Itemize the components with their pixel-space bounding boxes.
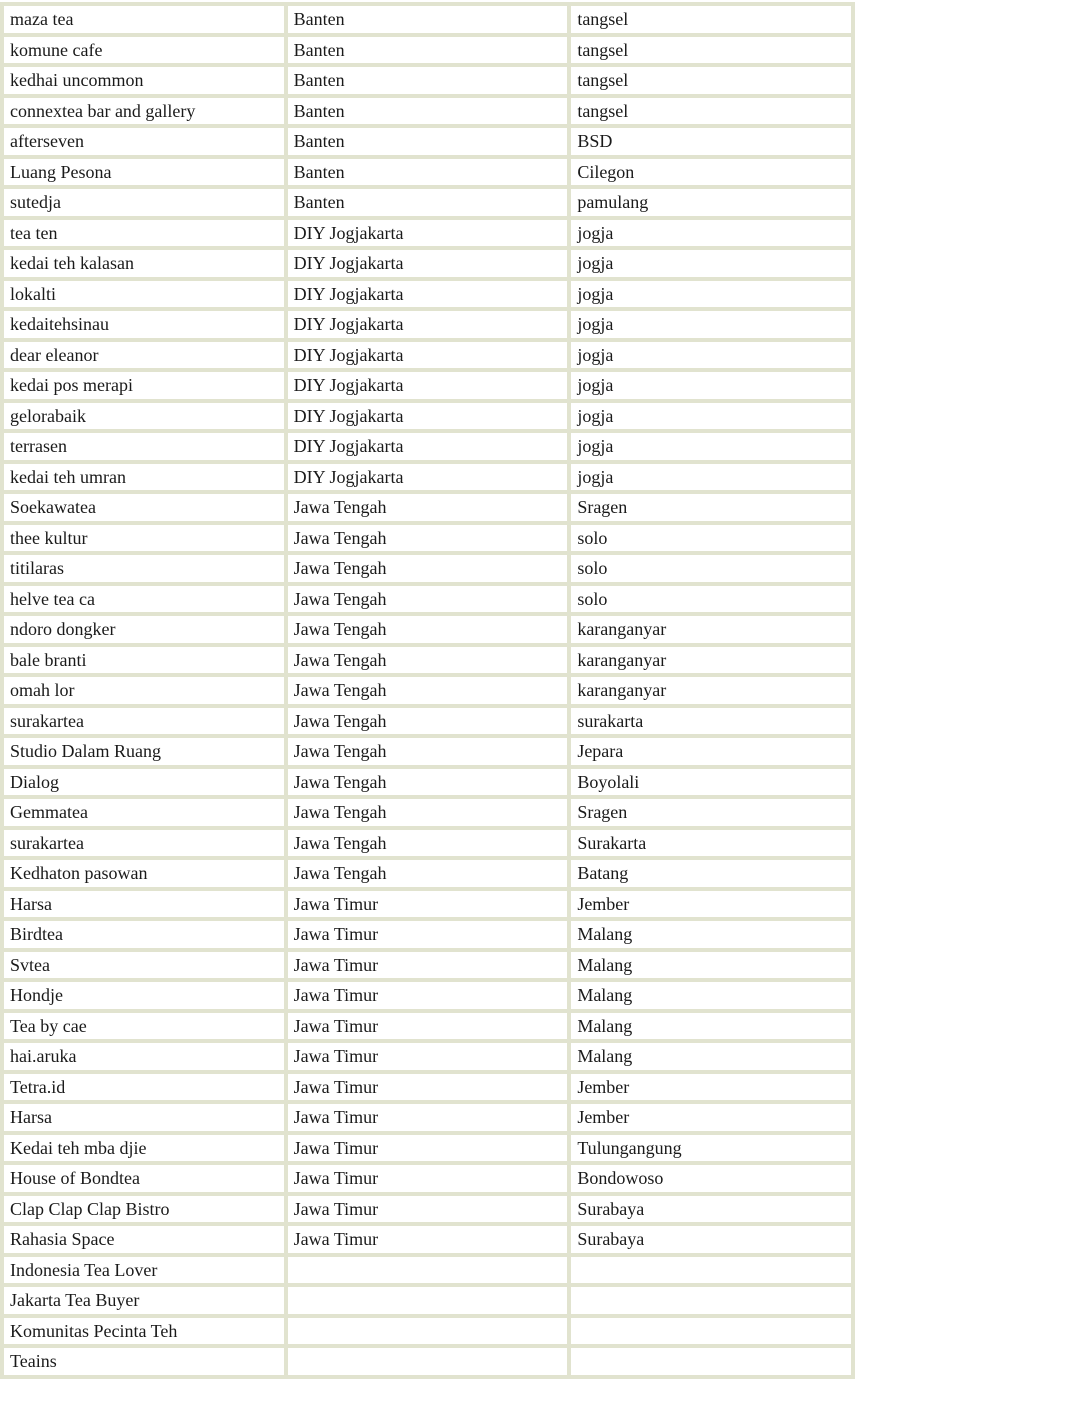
name-cell[interactable]: connextea bar and gallery bbox=[4, 98, 284, 125]
name-cell[interactable]: hai.aruka bbox=[4, 1043, 284, 1070]
name-cell[interactable]: Kedai teh mba djie bbox=[4, 1135, 284, 1162]
city-cell[interactable]: jogja bbox=[571, 250, 851, 277]
table-row bbox=[4, 616, 851, 643]
province-cell[interactable]: Jawa Timur bbox=[288, 1226, 568, 1253]
table-row bbox=[4, 1135, 851, 1162]
table-row bbox=[4, 586, 851, 613]
name-cell[interactable]: dear eleanor bbox=[4, 342, 284, 369]
name-cell[interactable]: thee kultur bbox=[4, 525, 284, 552]
table-row bbox=[4, 189, 851, 216]
city-cell[interactable]: Malang bbox=[571, 921, 851, 948]
name-cell[interactable]: kedai teh kalasan bbox=[4, 250, 284, 277]
city-cell[interactable]: Malang bbox=[571, 1043, 851, 1070]
table-row bbox=[4, 952, 851, 979]
province-cell[interactable]: DIY Jogjakarta bbox=[288, 250, 568, 277]
table-row bbox=[4, 6, 851, 33]
city-cell[interactable]: tangsel bbox=[571, 67, 851, 94]
name-cell[interactable]: Clap Clap Clap Bistro bbox=[4, 1196, 284, 1223]
province-cell[interactable]: Jawa Timur bbox=[288, 1074, 568, 1101]
name-cell[interactable]: afterseven bbox=[4, 128, 284, 155]
name-cell[interactable]: Gemmatea bbox=[4, 799, 284, 826]
province-cell[interactable]: DIY Jogjakarta bbox=[288, 220, 568, 247]
table-row bbox=[4, 464, 851, 491]
province-cell[interactable]: Jawa Tengah bbox=[288, 616, 568, 643]
name-cell[interactable]: Soekawatea bbox=[4, 494, 284, 521]
province-cell[interactable]: Banten bbox=[288, 159, 568, 186]
table-row bbox=[4, 433, 851, 460]
name-cell[interactable]: Luang Pesona bbox=[4, 159, 284, 186]
city-cell[interactable]: Jember bbox=[571, 891, 851, 918]
province-cell[interactable]: Jawa Tengah bbox=[288, 677, 568, 704]
table-row bbox=[4, 555, 851, 582]
table-row bbox=[4, 525, 851, 552]
table-row bbox=[4, 708, 851, 735]
table-row bbox=[4, 372, 851, 399]
name-cell[interactable]: surakartea bbox=[4, 708, 284, 735]
province-cell[interactable]: Banten bbox=[288, 189, 568, 216]
name-cell[interactable]: helve tea ca bbox=[4, 586, 284, 613]
table-row bbox=[4, 799, 851, 826]
table-row bbox=[4, 1226, 851, 1253]
province-cell[interactable]: Jawa Timur bbox=[288, 1135, 568, 1162]
city-cell[interactable]: jogja bbox=[571, 220, 851, 247]
name-cell[interactable]: surakartea bbox=[4, 830, 284, 857]
city-cell[interactable]: Sragen bbox=[571, 799, 851, 826]
name-cell[interactable]: sutedja bbox=[4, 189, 284, 216]
name-cell[interactable]: Tea by cae bbox=[4, 1013, 284, 1040]
province-cell[interactable]: Jawa Timur bbox=[288, 891, 568, 918]
table-row bbox=[4, 128, 851, 155]
table-row bbox=[4, 1165, 851, 1192]
city-cell[interactable]: surakarta bbox=[571, 708, 851, 735]
name-cell[interactable]: bale branti bbox=[4, 647, 284, 674]
name-cell[interactable]: Hondje bbox=[4, 982, 284, 1009]
city-cell[interactable] bbox=[571, 1257, 851, 1284]
name-cell[interactable]: gelorabaik bbox=[4, 403, 284, 430]
table-row bbox=[4, 250, 851, 277]
table-row bbox=[4, 647, 851, 674]
table-row bbox=[4, 67, 851, 94]
table-row bbox=[4, 1196, 851, 1223]
province-cell[interactable]: Banten bbox=[288, 98, 568, 125]
province-cell[interactable]: Jawa Tengah bbox=[288, 708, 568, 735]
table-row bbox=[4, 677, 851, 704]
province-cell[interactable] bbox=[288, 1287, 568, 1314]
city-cell[interactable]: jogja bbox=[571, 433, 851, 460]
province-cell[interactable]: Jawa Tengah bbox=[288, 494, 568, 521]
name-cell[interactable]: terrasen bbox=[4, 433, 284, 460]
city-cell[interactable]: karanganyar bbox=[571, 647, 851, 674]
city-cell[interactable]: Jember bbox=[571, 1104, 851, 1131]
city-cell[interactable]: tangsel bbox=[571, 6, 851, 33]
city-cell[interactable]: jogja bbox=[571, 342, 851, 369]
table-body bbox=[4, 6, 851, 1375]
name-cell[interactable]: Rahasia Space bbox=[4, 1226, 284, 1253]
name-cell[interactable]: kedaitehsinau bbox=[4, 311, 284, 338]
name-cell[interactable]: kedhai uncommon bbox=[4, 67, 284, 94]
province-cell[interactable]: Jawa Timur bbox=[288, 1196, 568, 1223]
province-cell[interactable]: Jawa Tengah bbox=[288, 647, 568, 674]
name-cell[interactable]: kedai teh umran bbox=[4, 464, 284, 491]
table-row bbox=[4, 281, 851, 308]
name-cell[interactable]: kedai pos merapi bbox=[4, 372, 284, 399]
table-row bbox=[4, 403, 851, 430]
name-cell[interactable]: Svtea bbox=[4, 952, 284, 979]
name-cell[interactable]: Studio Dalam Ruang bbox=[4, 738, 284, 765]
province-cell[interactable]: DIY Jogjakarta bbox=[288, 464, 568, 491]
name-cell[interactable]: maza tea bbox=[4, 6, 284, 33]
province-cell[interactable]: Jawa Tengah bbox=[288, 555, 568, 582]
city-cell[interactable]: Sragen bbox=[571, 494, 851, 521]
city-cell[interactable]: Jepara bbox=[571, 738, 851, 765]
name-cell[interactable]: Jakarta Tea Buyer bbox=[4, 1287, 284, 1314]
province-cell[interactable]: Jawa Tengah bbox=[288, 799, 568, 826]
city-cell[interactable]: jogja bbox=[571, 372, 851, 399]
table-row bbox=[4, 769, 851, 796]
province-cell[interactable]: DIY Jogjakarta bbox=[288, 403, 568, 430]
province-cell[interactable]: DIY Jogjakarta bbox=[288, 433, 568, 460]
table-row bbox=[4, 342, 851, 369]
city-cell[interactable]: Cilegon bbox=[571, 159, 851, 186]
table-row bbox=[4, 1043, 851, 1070]
province-cell[interactable]: Jawa Timur bbox=[288, 1013, 568, 1040]
city-cell[interactable] bbox=[571, 1348, 851, 1375]
table-row bbox=[4, 1318, 851, 1345]
city-cell[interactable]: Surabaya bbox=[571, 1226, 851, 1253]
table-row bbox=[4, 1287, 851, 1314]
province-cell[interactable]: Banten bbox=[288, 67, 568, 94]
city-cell[interactable]: solo bbox=[571, 586, 851, 613]
city-cell[interactable]: jogja bbox=[571, 311, 851, 338]
city-cell[interactable]: Boyolali bbox=[571, 769, 851, 796]
city-cell[interactable]: BSD bbox=[571, 128, 851, 155]
city-cell[interactable]: Malang bbox=[571, 982, 851, 1009]
name-cell[interactable]: tea ten bbox=[4, 220, 284, 247]
province-cell[interactable]: DIY Jogjakarta bbox=[288, 372, 568, 399]
province-cell[interactable]: Jawa Timur bbox=[288, 1104, 568, 1131]
province-cell[interactable] bbox=[288, 1257, 568, 1284]
table-row bbox=[4, 1348, 851, 1375]
table-row bbox=[4, 860, 851, 887]
city-cell[interactable]: Malang bbox=[571, 952, 851, 979]
table-row bbox=[4, 311, 851, 338]
table-row bbox=[4, 98, 851, 125]
city-cell[interactable]: pamulang bbox=[571, 189, 851, 216]
province-cell[interactable]: DIY Jogjakarta bbox=[288, 342, 568, 369]
name-cell[interactable]: Harsa bbox=[4, 1104, 284, 1131]
province-cell[interactable]: Banten bbox=[288, 37, 568, 64]
province-cell[interactable]: Jawa Tengah bbox=[288, 586, 568, 613]
table-row bbox=[4, 1257, 851, 1284]
city-cell[interactable]: karanganyar bbox=[571, 616, 851, 643]
city-cell[interactable]: karanganyar bbox=[571, 677, 851, 704]
city-cell[interactable]: solo bbox=[571, 525, 851, 552]
table-row bbox=[4, 220, 851, 247]
name-cell[interactable]: komune cafe bbox=[4, 37, 284, 64]
province-cell[interactable]: Jawa Timur bbox=[288, 952, 568, 979]
name-cell[interactable]: Kedhaton pasowan bbox=[4, 860, 284, 887]
name-cell[interactable]: Harsa bbox=[4, 891, 284, 918]
province-cell[interactable]: Jawa Timur bbox=[288, 1043, 568, 1070]
province-cell[interactable]: Jawa Timur bbox=[288, 1165, 568, 1192]
city-cell[interactable]: Jember bbox=[571, 1074, 851, 1101]
table-row bbox=[4, 1013, 851, 1040]
name-cell[interactable]: lokalti bbox=[4, 281, 284, 308]
province-cell[interactable]: Jawa Tengah bbox=[288, 830, 568, 857]
province-cell[interactable]: DIY Jogjakarta bbox=[288, 281, 568, 308]
city-cell[interactable]: tangsel bbox=[571, 37, 851, 64]
province-cell[interactable]: Jawa Tengah bbox=[288, 738, 568, 765]
province-cell[interactable]: DIY Jogjakarta bbox=[288, 311, 568, 338]
city-cell[interactable]: Batang bbox=[571, 860, 851, 887]
city-cell[interactable]: jogja bbox=[571, 464, 851, 491]
name-cell[interactable]: Dialog bbox=[4, 769, 284, 796]
name-cell[interactable]: Tetra.id bbox=[4, 1074, 284, 1101]
province-cell[interactable]: Jawa Tengah bbox=[288, 860, 568, 887]
name-cell[interactable]: Birdtea bbox=[4, 921, 284, 948]
table-row bbox=[4, 891, 851, 918]
name-cell[interactable]: Komunitas Pecinta Teh bbox=[4, 1318, 284, 1345]
table-row bbox=[4, 37, 851, 64]
city-cell[interactable]: jogja bbox=[571, 403, 851, 430]
name-cell[interactable]: titilaras bbox=[4, 555, 284, 582]
table-row bbox=[4, 1074, 851, 1101]
name-cell[interactable]: Teains bbox=[4, 1348, 284, 1375]
province-cell[interactable]: Banten bbox=[288, 6, 568, 33]
table-row bbox=[4, 830, 851, 857]
city-cell[interactable] bbox=[571, 1318, 851, 1345]
city-cell[interactable] bbox=[571, 1287, 851, 1314]
city-cell[interactable]: solo bbox=[571, 555, 851, 582]
city-cell[interactable]: Bondowoso bbox=[571, 1165, 851, 1192]
city-cell[interactable]: tangsel bbox=[571, 98, 851, 125]
province-cell[interactable]: Jawa Timur bbox=[288, 921, 568, 948]
city-cell[interactable]: jogja bbox=[571, 281, 851, 308]
table-row bbox=[4, 1104, 851, 1131]
name-cell[interactable]: ndoro dongker bbox=[4, 616, 284, 643]
city-cell[interactable]: Tulungangung bbox=[571, 1135, 851, 1162]
province-cell[interactable] bbox=[288, 1318, 568, 1345]
name-cell[interactable]: omah lor bbox=[4, 677, 284, 704]
table-row bbox=[4, 921, 851, 948]
table-row bbox=[4, 982, 851, 1009]
province-cell[interactable] bbox=[288, 1348, 568, 1375]
name-cell[interactable]: Indonesia Tea Lover bbox=[4, 1257, 284, 1284]
table-row bbox=[4, 159, 851, 186]
table-row bbox=[4, 494, 851, 521]
data-table bbox=[0, 2, 855, 1379]
city-cell[interactable]: Malang bbox=[571, 1013, 851, 1040]
province-cell[interactable]: Jawa Tengah bbox=[288, 769, 568, 796]
table-row bbox=[4, 738, 851, 765]
city-cell[interactable]: Surakarta bbox=[571, 830, 851, 857]
province-cell[interactable]: Jawa Tengah bbox=[288, 525, 568, 552]
name-cell[interactable]: House of Bondtea bbox=[4, 1165, 284, 1192]
city-cell[interactable]: Surabaya bbox=[571, 1196, 851, 1223]
province-cell[interactable]: Jawa Timur bbox=[288, 982, 568, 1009]
province-cell[interactable]: Banten bbox=[288, 128, 568, 155]
